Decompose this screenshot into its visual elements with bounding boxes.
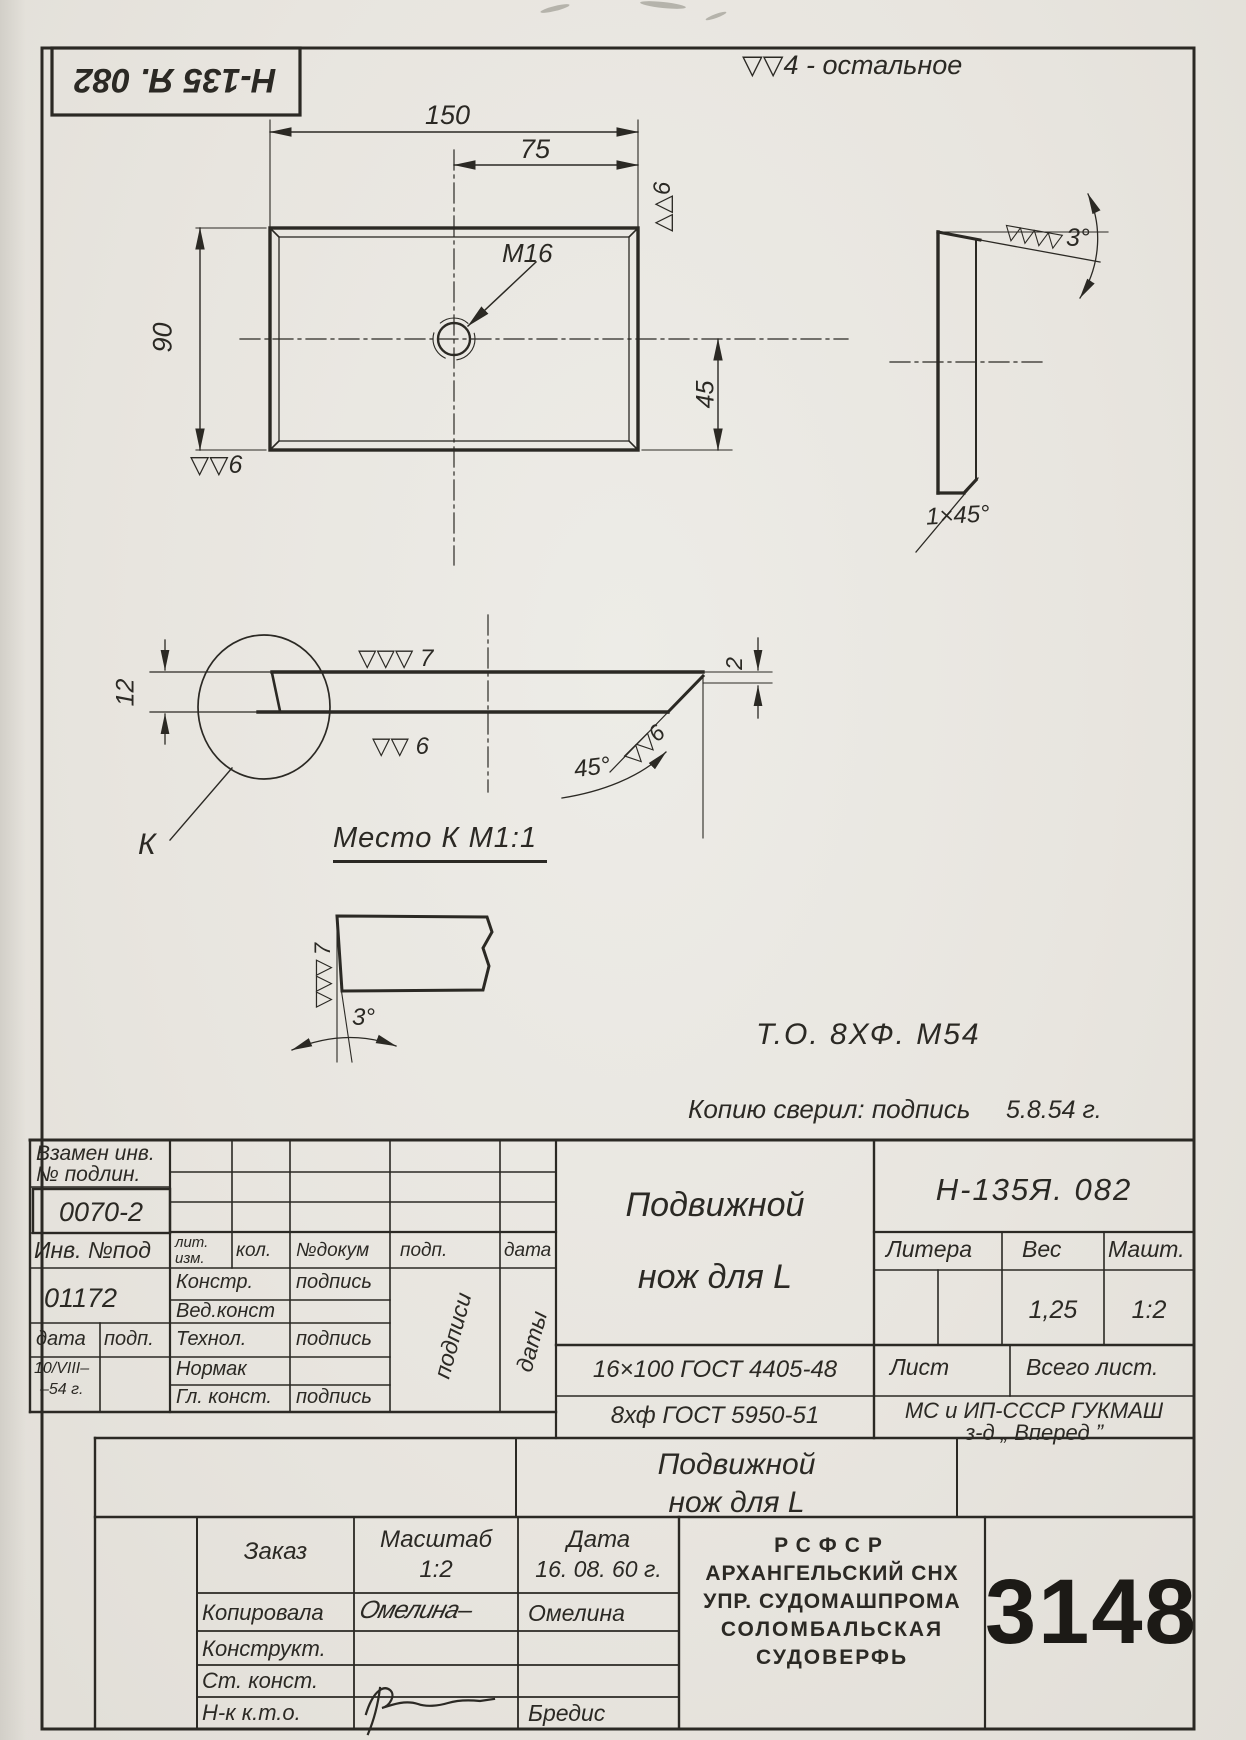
role-glkonst-sig: подпись [296,1386,372,1408]
finish-mark-bottom: ▽▽ 6 [372,733,429,760]
row-copied-label: Копировала [202,1600,324,1625]
replaced-inv-label-2: № подлин. [36,1163,141,1186]
angle-arc-3deg-detail [292,1037,396,1050]
copy-checked-note: Копию сверил: подпись [688,1094,971,1124]
role-tehnol: Технол. [176,1328,247,1350]
dim-45-label: 45 [691,380,720,409]
part-title-line2: нож для L [637,1258,793,1296]
role-glkonst: Гл. конст. [176,1386,272,1408]
cutting-edge-notch [272,673,280,711]
detail-leader [170,768,232,840]
plan-view [196,120,848,565]
role-vedkonst: Вед.конст [176,1300,276,1322]
list-label: Лист [890,1354,950,1380]
row-chief-label: Н-к к.т.о. [202,1700,301,1725]
rev-sign-label: подп. [400,1240,448,1261]
finish-mark-slant: ▽▽▽▽ [1002,220,1063,253]
col-date-label: дата [36,1328,86,1350]
rev-kol-label: кол. [236,1240,272,1261]
dim-75-label: 75 [520,134,551,164]
inv-number-value: 01172 [44,1283,118,1313]
angle-45-label: 45° [572,751,612,784]
replaced-inv-label-1: Взамен инв. [36,1142,155,1165]
role-tehnol-sig: подпись [296,1328,372,1350]
col-sign-label: подп. [104,1328,154,1350]
material-line2: 8хф ГОСТ 5950-51 [610,1402,820,1429]
m16-leader [468,262,536,326]
ves-value: 1,25 [1028,1296,1078,1324]
replaced-inv-value: 0070-2 [58,1197,144,1227]
change-date-2: –54 г. [40,1381,84,1398]
org-solombala: СОЛОМБАЛЬСКАЯ [720,1618,944,1641]
signatures-rotated: подписи [428,1289,477,1382]
date-value: 16. 08. 60 г. [535,1556,662,1582]
finish-mark-bottom-left: ▽▽6 [190,451,243,479]
part-title-line1: Подвижной [625,1186,805,1224]
scale-label: Масштаб [379,1526,493,1553]
ves-label: Вес [1022,1236,1062,1262]
dim-90-label: 90 [147,322,178,353]
chamfer-label: 1×45° [925,500,991,531]
scale-value: 1:2 [419,1556,453,1583]
detail-heading: Место К М1:1 [333,822,547,863]
org-sudomash: УПР. СУДОМАШПРОМА [703,1590,961,1613]
row-chief-name: Бредис [528,1700,606,1726]
heat-treatment-note: Т.О. 8ХФ. М54 [756,1018,981,1051]
rev-date-label: дата [504,1240,552,1261]
angle-3deg-detail-label: 3° [352,1004,375,1031]
date-label: Дата [566,1526,631,1553]
rev-doc-label: №докум [296,1240,370,1261]
litera-label: Литера [886,1236,973,1262]
total-sheets-label: Всего лист. [1026,1354,1159,1380]
org-arkhangelsk: АРХАНГЕЛЬСКИЙ СНХ [705,1562,959,1585]
row-senior-label: Ст. конст. [202,1668,319,1693]
rev-lit-label: лит. [175,1234,209,1251]
detail-circle-K [198,635,330,779]
masht-value: 1:2 [1131,1296,1167,1324]
lower-title-line2: нож для L [668,1486,805,1519]
finish-mark-right: △△6 [649,181,676,232]
view-mark-K: К [138,828,156,861]
angle-3deg-label: 3° [1066,224,1090,252]
row-constructor-label: Конструкт. [202,1636,326,1661]
doc-number: Н-135Я. 082 [935,1172,1133,1207]
inv-number-label: Инв. №под [34,1237,151,1263]
finish-mark-bevel: ▽▽6 [619,719,670,771]
thread-label: М16 [502,238,553,268]
dim-150-label: 150 [425,100,471,130]
drawing-number: 3148 [985,1561,1198,1663]
order-label: Заказ [243,1538,308,1565]
role-normak: Нормак [176,1358,247,1380]
role-konstr: Констр. [176,1271,254,1293]
org-shipyard: СУДОВЕРФЬ [755,1646,909,1669]
org-line1: МС и ИП-СССР ГУКМАШ [904,1398,1164,1423]
lower-title-line1: Подвижной [657,1448,816,1481]
signature-scribble [366,1688,494,1734]
inventory-stamp: Н-135 Я. 082 [73,61,277,99]
dim-2-label: 2 [720,657,747,670]
finish-mark-detail-edge: ▽▽▽ 7 [310,943,335,1008]
org-rsfsr: РСФСР [774,1534,890,1557]
role-konstr-sig: подпись [296,1271,372,1293]
row-copied-signature: Омелина– [356,1596,475,1624]
finish-mark-top: ▽▽▽ 7 [358,645,434,672]
row-copied-name: Омелина [528,1600,625,1626]
change-date-1: 10/VIII– [34,1360,90,1377]
dim-12-label: 12 [111,678,140,707]
dates-rotated: даты [510,1308,553,1375]
section-view [150,615,772,840]
copy-checked-date: 5.8.54 г. [1006,1096,1102,1124]
surface-finish-note: ▽▽4 - остальное [742,50,963,80]
rev-izm-label: изм. [175,1250,205,1267]
masht-label: Машт. [1108,1236,1185,1262]
material-line1: 16×100 ГОСТ 4405-48 [592,1356,838,1383]
org-line2: з-д „ Вперед ” [964,1420,1104,1445]
